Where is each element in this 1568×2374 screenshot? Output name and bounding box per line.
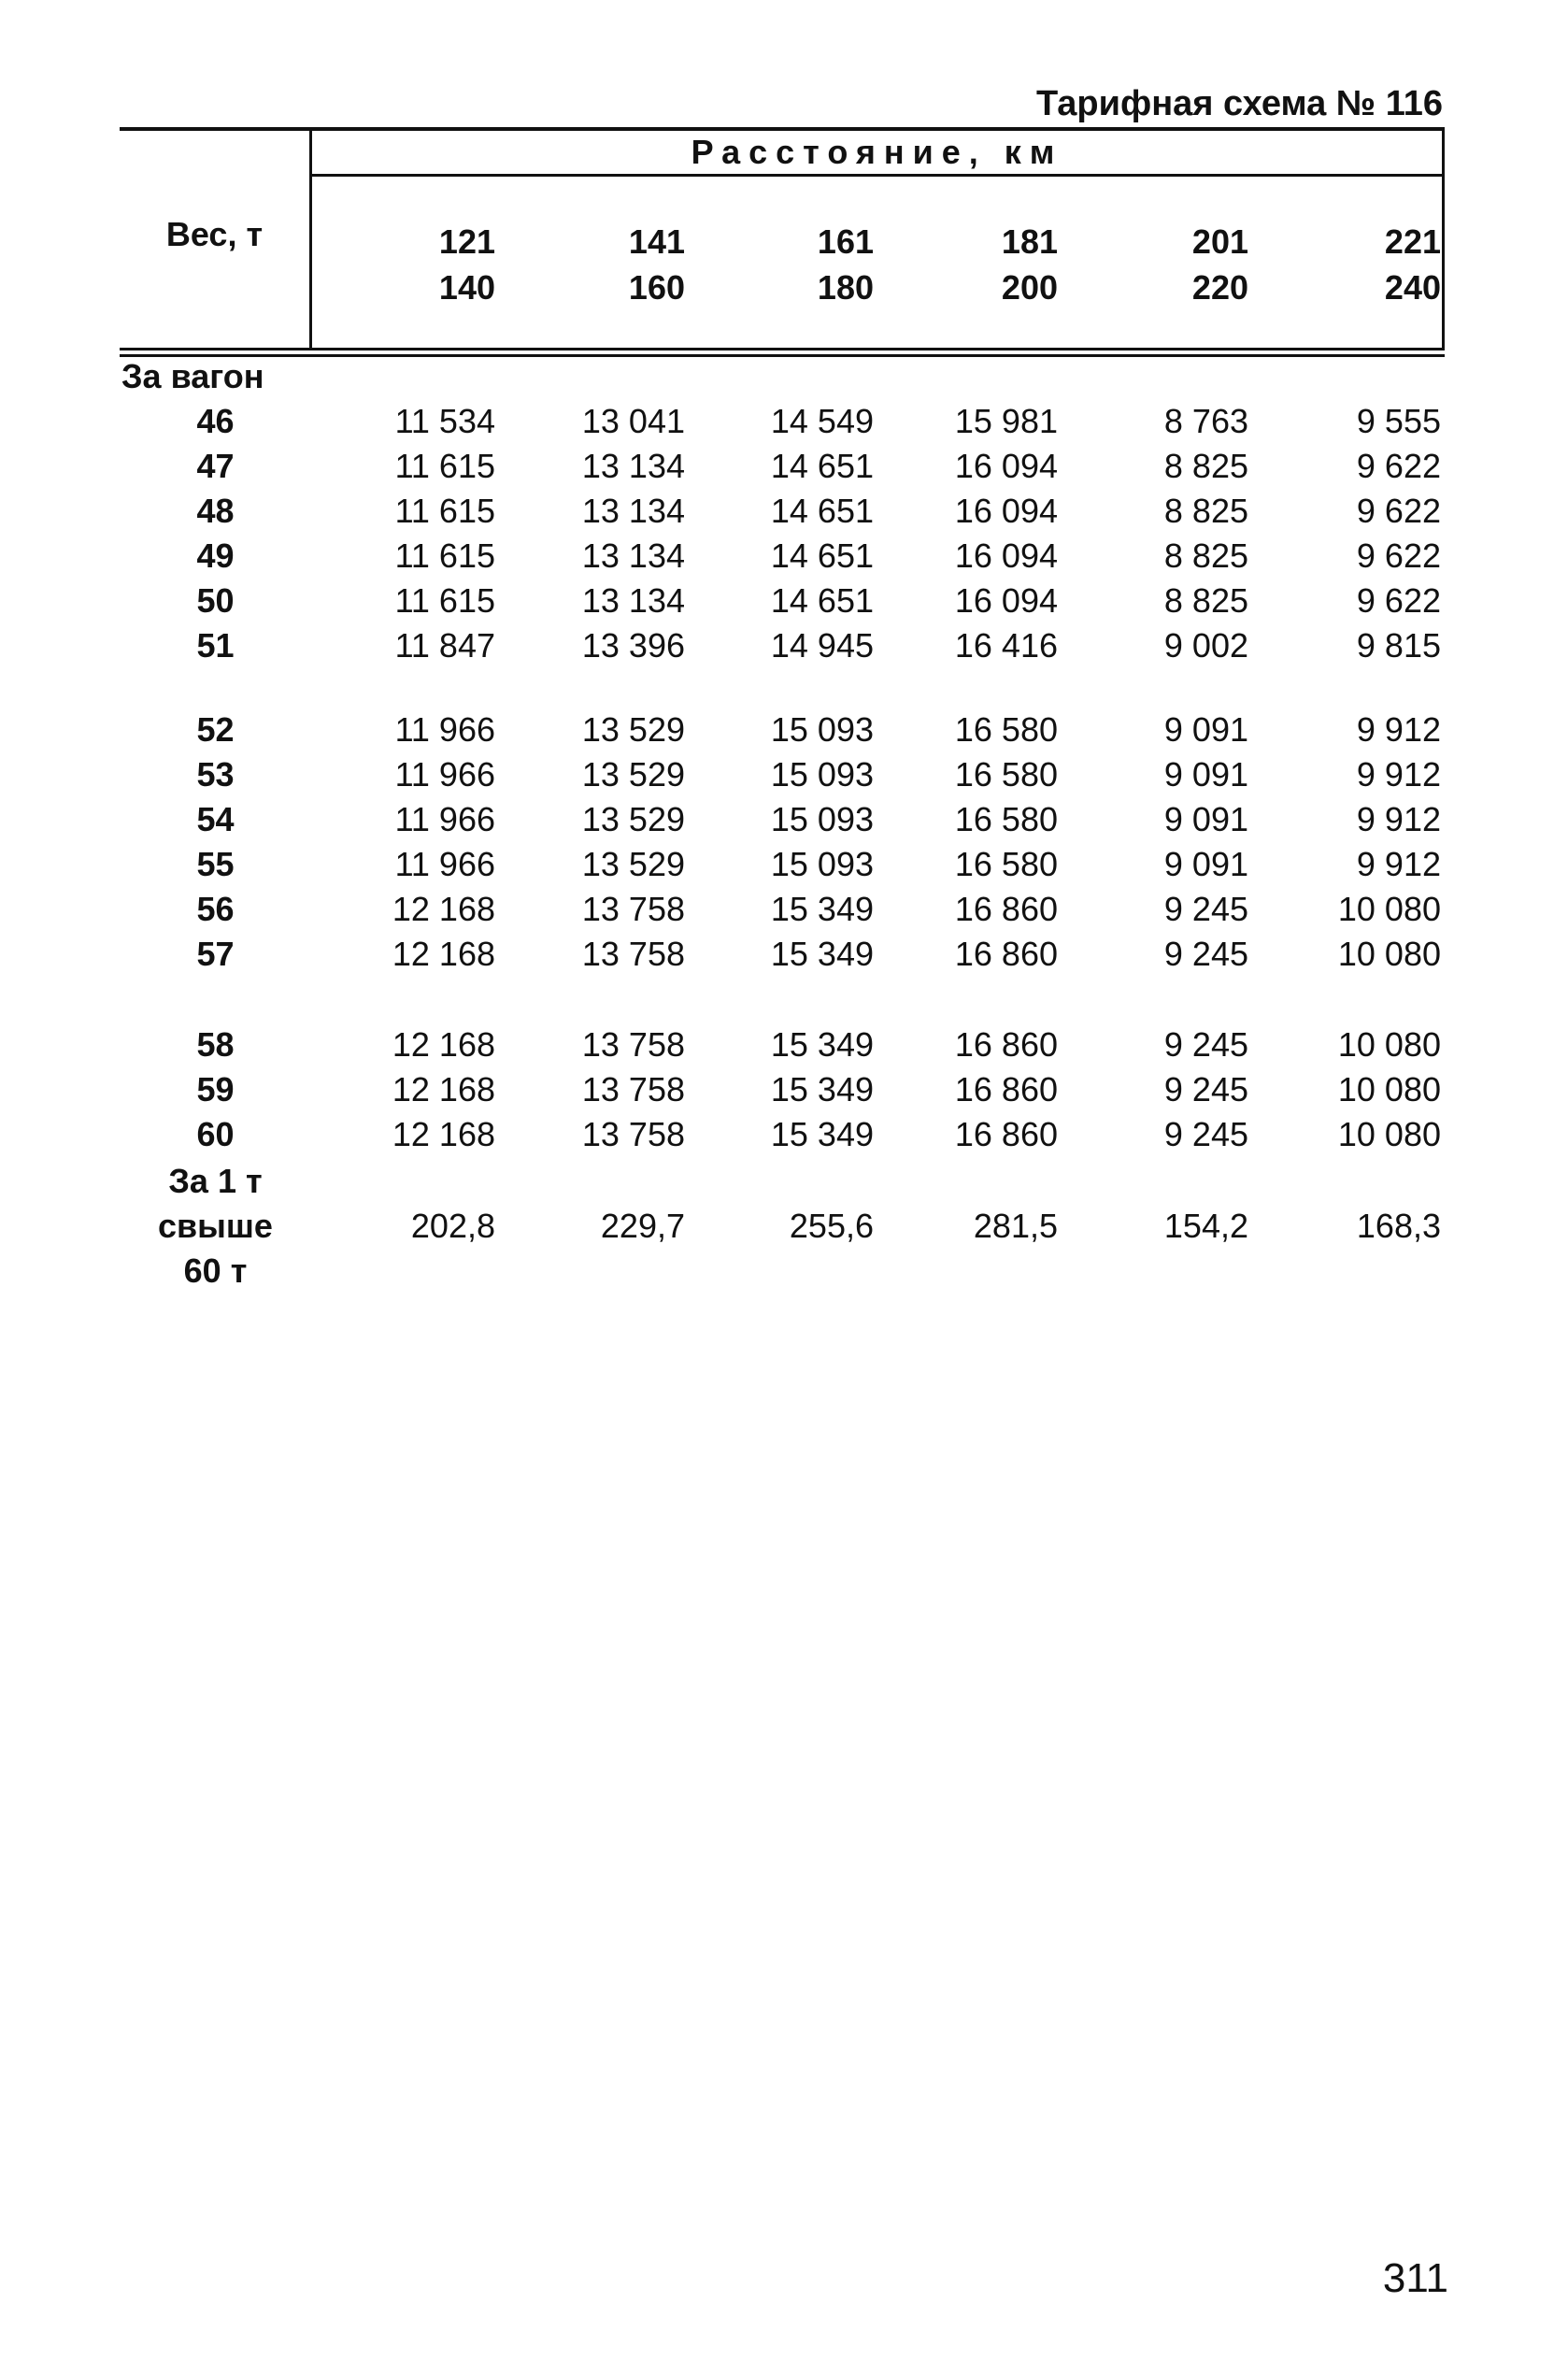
range-to: 140	[438, 268, 495, 307]
extra-value-cell: 281,5	[973, 1207, 1058, 1245]
value-cell: 16 580	[954, 845, 1058, 883]
extra-value-cell: 168,3	[1356, 1207, 1441, 1245]
value-cell: 14 549	[770, 402, 874, 440]
value-cell: 16 860	[954, 1070, 1058, 1108]
value-cell: 13 758	[581, 1115, 685, 1153]
value-cell: 15 349	[770, 935, 874, 973]
table-row	[0, 932, 1568, 977]
value-cell: 11 966	[394, 845, 495, 883]
value-cell: 16 860	[954, 1025, 1058, 1064]
value-cell: 9 622	[1356, 447, 1441, 485]
scheme-title: Тарифная схема № 116	[1035, 84, 1443, 123]
header-bottom-rule	[120, 348, 1445, 350]
extra-label-line: За 1 т	[168, 1162, 263, 1200]
range-header-3	[687, 219, 874, 310]
value-cell: 15 093	[770, 800, 874, 838]
table-row	[0, 1067, 1568, 1112]
value-cell: 13 529	[581, 755, 685, 794]
value-cell: 14 945	[770, 626, 874, 665]
value-cell: 13 758	[581, 890, 685, 928]
range-header-2	[498, 219, 685, 310]
value-cell: 16 094	[954, 536, 1058, 575]
value-cell: 14 651	[770, 447, 874, 485]
weight-column-header: Вес, т	[165, 215, 264, 253]
range-from: 181	[1001, 222, 1058, 261]
weight-cell: 58	[196, 1025, 235, 1064]
header-bottom-rule-2	[120, 354, 1445, 357]
value-cell: 9 622	[1356, 581, 1441, 620]
table-row	[0, 444, 1568, 489]
table-row	[0, 708, 1568, 752]
value-cell: 15 349	[770, 1115, 874, 1153]
section-label: За вагон	[121, 357, 264, 395]
extra-value-cell: 154,2	[1163, 1207, 1248, 1245]
extra-label-line: свыше	[158, 1207, 273, 1245]
value-cell: 15 093	[770, 710, 874, 749]
extra-rate-row	[0, 1204, 1568, 1249]
range-to: 180	[817, 268, 874, 307]
value-cell: 11 615	[394, 492, 495, 530]
range-to: 220	[1191, 268, 1248, 307]
value-cell: 9 555	[1356, 402, 1441, 440]
weight-cell: 48	[196, 492, 235, 530]
value-cell: 9 245	[1163, 1070, 1248, 1108]
distance-title: Расстояние, км	[691, 133, 1063, 171]
value-cell: 15 349	[770, 1025, 874, 1064]
value-cell: 13 134	[581, 536, 685, 575]
value-cell: 15 349	[770, 890, 874, 928]
extra-value-cell: 202,8	[410, 1207, 495, 1245]
table-row	[0, 579, 1568, 623]
value-cell: 14 651	[770, 581, 874, 620]
weight-cell: 55	[196, 845, 235, 883]
range-from: 201	[1191, 222, 1248, 261]
value-cell: 16 580	[954, 755, 1058, 794]
value-cell: 12 168	[392, 1070, 495, 1108]
value-cell: 9 912	[1356, 800, 1441, 838]
range-to: 240	[1384, 268, 1441, 307]
value-cell: 11 966	[394, 800, 495, 838]
weight-cell: 47	[196, 447, 235, 485]
extra-value-cell: 229,7	[600, 1207, 685, 1245]
value-cell: 14 651	[770, 492, 874, 530]
weight-cell: 50	[196, 581, 235, 620]
distance-title-rule	[309, 174, 1445, 177]
range-from: 121	[438, 222, 495, 261]
range-header-6	[1254, 219, 1441, 310]
value-cell: 9 912	[1356, 710, 1441, 749]
weight-cell: 57	[196, 935, 235, 973]
value-cell: 13 758	[581, 1025, 685, 1064]
value-cell: 16 860	[954, 890, 1058, 928]
value-cell: 13 529	[581, 845, 685, 883]
value-cell: 12 168	[392, 890, 495, 928]
value-cell: 13 134	[581, 447, 685, 485]
weight-cell: 52	[196, 710, 235, 749]
value-cell: 13 758	[581, 1070, 685, 1108]
page-number: 311	[1382, 2255, 1448, 2301]
extra-value-cell: 255,6	[789, 1207, 874, 1245]
range-header-4	[871, 219, 1058, 310]
value-cell: 13 529	[581, 800, 685, 838]
table-row	[0, 842, 1568, 887]
weight-cell: 46	[196, 402, 235, 440]
value-cell: 15 981	[954, 402, 1058, 440]
weight-cell: 49	[196, 536, 235, 575]
value-cell: 8 825	[1163, 581, 1248, 620]
value-cell: 9 622	[1356, 492, 1441, 530]
weight-cell: 60	[196, 1115, 235, 1153]
table-row	[0, 752, 1568, 797]
range-to: 160	[628, 268, 685, 307]
value-cell: 11 615	[394, 447, 495, 485]
value-cell: 11 966	[394, 710, 495, 749]
weight-cell: 59	[196, 1070, 235, 1108]
table-row	[0, 1023, 1568, 1067]
value-cell: 12 168	[392, 1115, 495, 1153]
value-cell: 11 615	[394, 536, 495, 575]
table-row	[0, 1112, 1568, 1157]
value-cell: 9 815	[1356, 626, 1441, 665]
value-cell: 8 825	[1163, 536, 1248, 575]
value-cell: 9 912	[1356, 755, 1441, 794]
weight-cell: 53	[196, 755, 235, 794]
value-cell: 9 091	[1163, 755, 1248, 794]
value-cell: 13 134	[581, 492, 685, 530]
value-cell: 9 091	[1163, 845, 1248, 883]
value-cell: 13 041	[581, 402, 685, 440]
value-cell: 15 093	[770, 755, 874, 794]
value-cell: 16 094	[954, 492, 1058, 530]
value-cell: 13 134	[581, 581, 685, 620]
range-header-5	[1062, 219, 1248, 310]
weight-cell: 51	[196, 626, 235, 665]
value-cell: 16 094	[954, 581, 1058, 620]
value-cell: 16 580	[954, 800, 1058, 838]
value-cell: 16 094	[954, 447, 1058, 485]
weight-cell: 54	[196, 800, 235, 838]
table-row	[0, 797, 1568, 842]
value-cell: 12 168	[392, 935, 495, 973]
table-row	[0, 887, 1568, 932]
value-cell: 13 529	[581, 710, 685, 749]
value-cell: 11 615	[394, 581, 495, 620]
range-to: 200	[1001, 268, 1058, 307]
table-row	[0, 489, 1568, 534]
value-cell: 8 763	[1163, 402, 1248, 440]
value-cell: 16 860	[954, 935, 1058, 973]
table-row	[0, 623, 1568, 668]
value-cell: 16 416	[954, 626, 1058, 665]
range-from: 221	[1384, 222, 1441, 261]
value-cell: 15 349	[770, 1070, 874, 1108]
weight-cell: 56	[196, 890, 235, 928]
value-cell: 9 091	[1163, 800, 1248, 838]
value-cell: 9 912	[1356, 845, 1441, 883]
value-cell: 15 093	[770, 845, 874, 883]
value-cell: 9 245	[1163, 1115, 1248, 1153]
value-cell: 13 396	[581, 626, 685, 665]
value-cell: 8 825	[1163, 492, 1248, 530]
value-cell: 9 091	[1163, 710, 1248, 749]
value-cell: 11 847	[394, 626, 495, 665]
value-cell: 9 002	[1163, 626, 1248, 665]
value-cell: 11 534	[394, 402, 495, 440]
value-cell: 14 651	[770, 536, 874, 575]
value-cell: 9 622	[1356, 536, 1441, 575]
value-cell: 8 825	[1163, 447, 1248, 485]
value-cell: 12 168	[392, 1025, 495, 1064]
value-cell: 10 080	[1337, 1070, 1441, 1108]
range-header-1	[308, 219, 495, 310]
value-cell: 9 245	[1163, 890, 1248, 928]
value-cell: 10 080	[1337, 935, 1441, 973]
value-cell: 11 966	[394, 755, 495, 794]
value-cell: 16 860	[954, 1115, 1058, 1153]
range-from: 161	[817, 222, 874, 261]
value-cell: 13 758	[581, 935, 685, 973]
value-cell: 10 080	[1337, 1115, 1441, 1153]
value-cell: 10 080	[1337, 1025, 1441, 1064]
value-cell: 9 245	[1163, 935, 1248, 973]
extra-label-line: 60 т	[183, 1251, 248, 1290]
range-from: 141	[628, 222, 685, 261]
value-cell: 16 580	[954, 710, 1058, 749]
value-cell: 9 245	[1163, 1025, 1248, 1064]
value-cell: 10 080	[1337, 890, 1441, 928]
table-row	[0, 534, 1568, 579]
table-row	[0, 399, 1568, 444]
